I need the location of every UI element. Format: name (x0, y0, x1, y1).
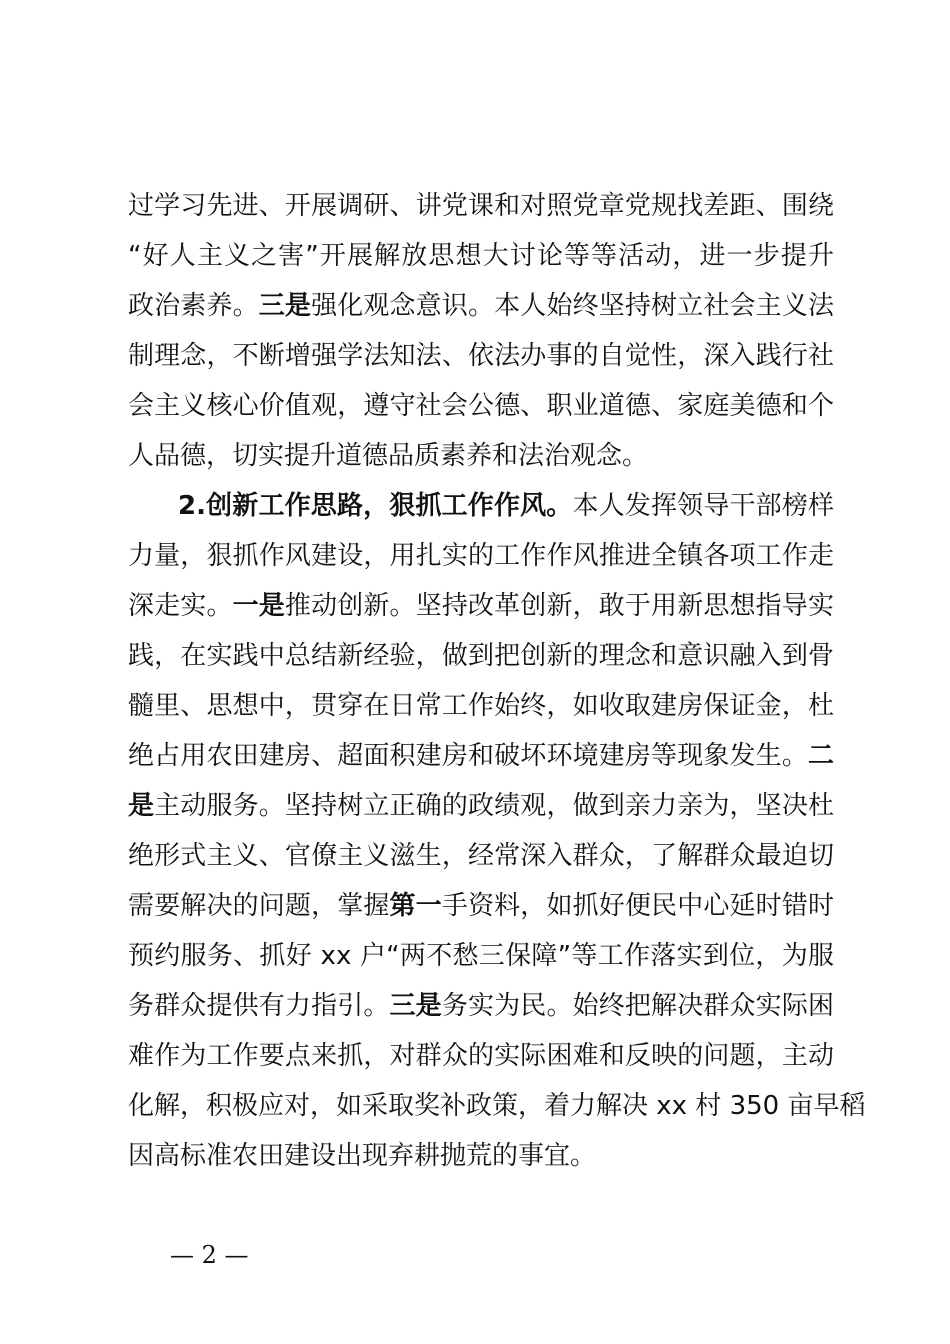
text-line: 会主义核心价值观，遵守社会公德、职业道德、家庭美德和个 (128, 391, 834, 421)
section-heading: 2.创新工作思路，狠抓工作作风。 (178, 491, 573, 521)
text-span: 手资料，如抓好便民中心延时错时 (441, 891, 834, 921)
text-line: 难作为工作要点来抓，对群众的实际困难和反映的问题，主动 (128, 1041, 834, 1071)
text-line: 化解，积极应对，如采取奖补政策，着力解决 xx 村 350 亩早稻 (128, 1091, 866, 1121)
text-span: 强化观念意识。本人始终坚持树立社会主义法 (311, 291, 834, 321)
bold-emphasis: 是 (128, 791, 155, 821)
text-line (128, 736, 834, 776)
text-span: 务实为民。始终把解决群众实际困 (441, 991, 834, 1021)
text-span: 深走实。 (128, 591, 233, 621)
text-line: 人品德，切实提升道德品质素养和法治观念。 (128, 441, 649, 471)
text-line: 过学习先进、开展调研、讲党课和对照党章党规找差距、围绕 (128, 191, 834, 221)
text-line (128, 786, 834, 826)
page-number: — 2 — (170, 1241, 249, 1269)
text-line (128, 286, 834, 326)
text-line: 髓里、思想中，贯穿在日常工作始终，如收取建房保证金，杜 (128, 691, 834, 721)
text-line: 制理念，不断增强学法知法、依法办事的自觉性，深入践行社 (128, 341, 834, 371)
bold-emphasis: 三是 (258, 291, 312, 321)
text-span: 需要解决的问题，掌握 (128, 891, 390, 921)
text-line: 力量，狠抓作风建设，用扎实的工作作风推进全镇各项工作走 (128, 541, 834, 571)
text-line: 预约服务、抓好 xx 户“两不愁三保障”等工作落实到位，为服 (128, 941, 834, 971)
text-line: 因高标准农田建设出现弃耕抛荒的事宜。 (128, 1141, 597, 1171)
bold-emphasis: 二 (807, 741, 834, 771)
section-heading-line (178, 486, 834, 526)
text-span: 务群众提供有力指引。 (128, 991, 390, 1021)
bold-emphasis: 一是 (232, 591, 285, 621)
bold-emphasis: 第一 (389, 891, 442, 921)
text-line: “好人主义之害”开展解放思想大讨论等等活动，进一步提升 (128, 241, 834, 271)
text-span: 主动服务。坚持树立正确的政绩观，做到亲力亲为，坚决杜 (154, 791, 834, 821)
text-span: 本人发挥领导干部榜样 (572, 491, 834, 521)
text-span: 政治素养。 (128, 291, 259, 321)
text-line: 践，在实践中总结新经验，做到把创新的理念和意识融入到骨 (128, 641, 834, 671)
text-span: 推动创新。坚持改革创新，敢于用新思想指导实 (284, 591, 834, 621)
text-span: 绝占用农田建房、超面积建房和破坏环境建房等现象发生。 (128, 741, 808, 771)
bold-emphasis: 三是 (389, 991, 442, 1021)
text-line (128, 986, 834, 1026)
text-line (128, 586, 834, 626)
text-line (128, 886, 834, 926)
text-line: 绝形式主义、官僚主义滋生，经常深入群众，了解群众最迫切 (128, 841, 834, 871)
